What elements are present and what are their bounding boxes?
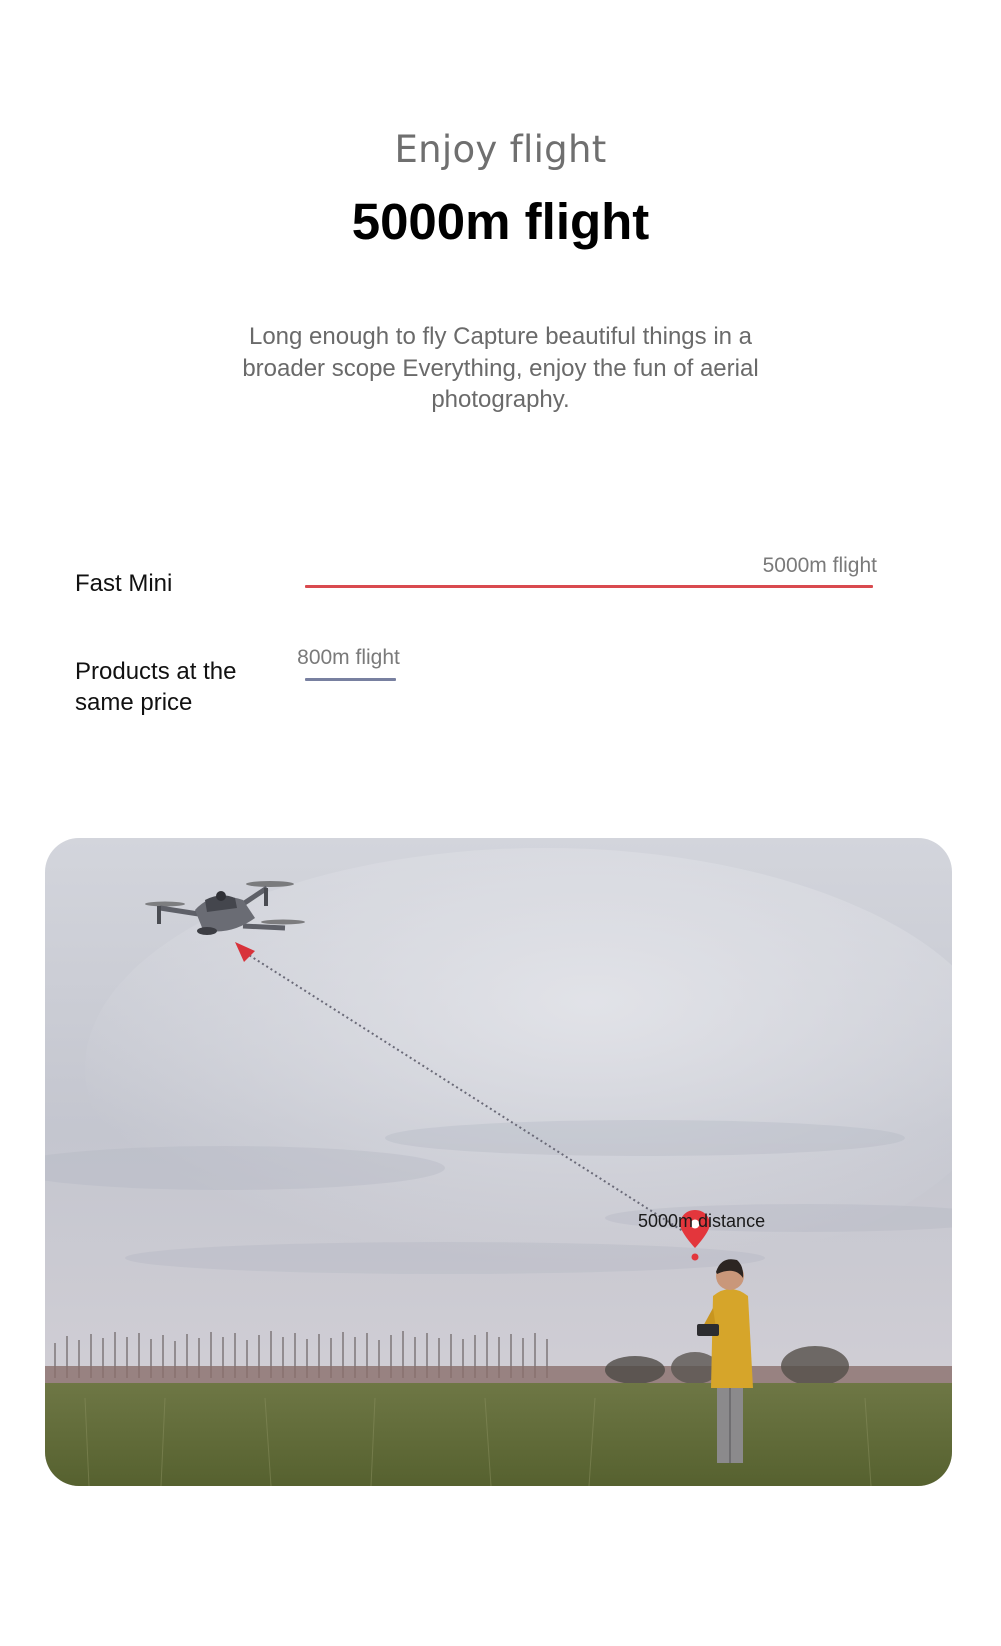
bar-value-label: 800m flight xyxy=(297,646,400,669)
bar-value-label: 5000m flight xyxy=(762,554,877,577)
distance-label: 5000m distance xyxy=(638,1211,766,1231)
chart-category-label: Products at the same price xyxy=(75,658,237,716)
enjoy-flight-eyebrow: Enjoy flight xyxy=(394,128,607,171)
page-title: 5000m flight xyxy=(351,193,650,250)
flight-range-chart xyxy=(0,554,1001,760)
description-text: Long enough to fly Capture beautiful things in a broader scope Everything, enjoy the fun of aerial photography. xyxy=(242,323,759,413)
bar-1 xyxy=(305,585,873,588)
chart-category-label: Fast Mini xyxy=(75,570,173,597)
bar-2 xyxy=(305,678,396,681)
drone-flight-photo xyxy=(45,838,952,1486)
